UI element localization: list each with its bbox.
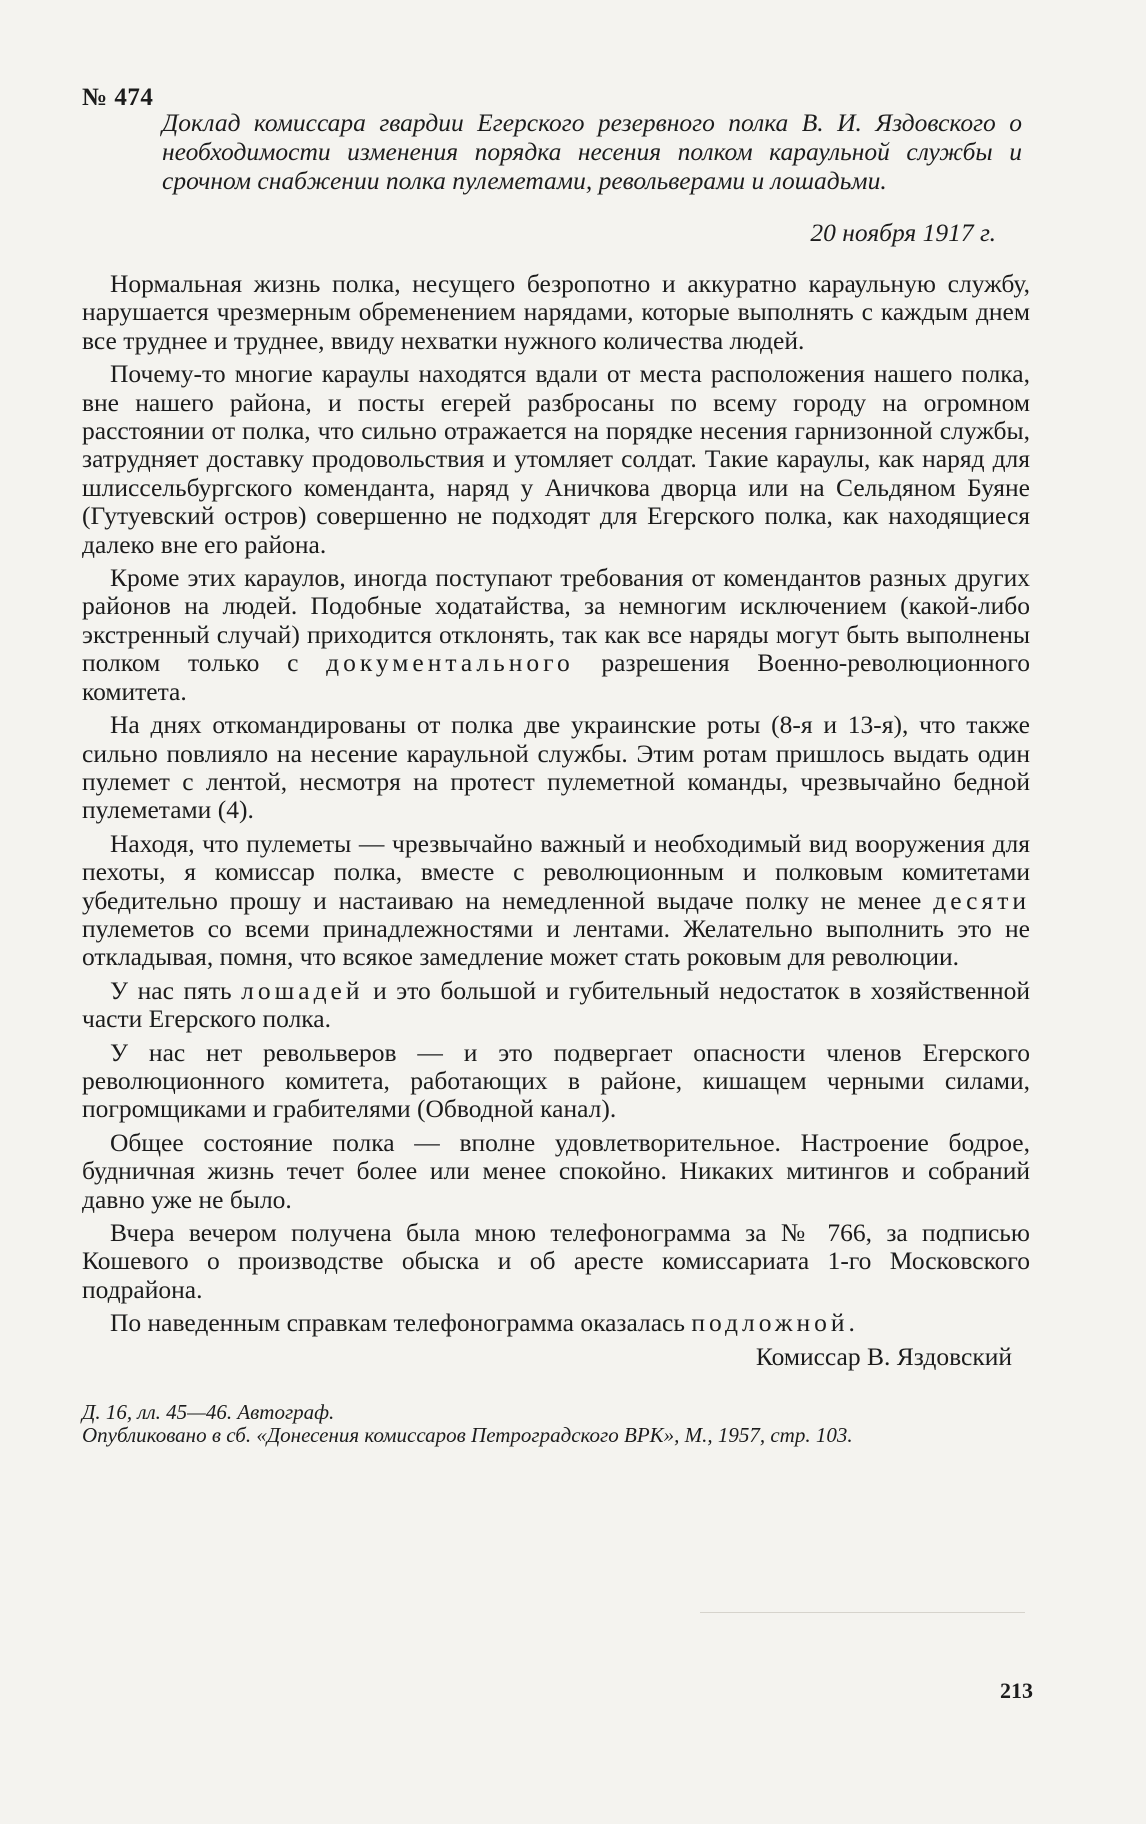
paragraph-6-text-b: и это большой и губительный недостаток в хозяйственной части Егерского полка. <box>82 975 1031 1034</box>
document-number: № 474 <box>82 84 154 111</box>
paragraph-7: У нас нет револьверов — и это подвергает опасности членов Егерского революционного комитета, работающих в районе, кишащем черными силами, погромщиками и грабителями (Обводной канал). <box>82 1037 1030 1124</box>
publication-reference: Опубликовано в сб. «Донесения комиссаров Петроградского ВРК», М., 1957, стр. 103. <box>82 1423 853 1447</box>
paragraph-6 <box>82 977 1030 1034</box>
document-title: Доклад комиссара гвардии Егерского резервного полка В. И. Яздовского о необходимости изменения порядка несения полком караульной службы и срочном снабжении полка пулеметами, револьверами и лошадьми. <box>162 108 1022 195</box>
source-note <box>82 1401 1037 1447</box>
paragraph-10-text-a: По наведенным справкам телефонограмма оказалась <box>110 1308 685 1338</box>
paragraph-5-emphasis: десяти <box>933 885 1031 915</box>
paragraph-10-emphasis: подложной. <box>691 1308 859 1338</box>
paragraph-3-emphasis: документального <box>326 648 574 678</box>
paragraph-3 <box>82 564 1030 706</box>
paragraph-2: Почему-то многие караулы находятся вдали от места расположения нашего полка, вне нашего района, и посты егерей разбросаны по всему городу на огромном расстоянии от полка, что сильно отражается на порядке несения гарнизонной службы, затрудняет доставку продовольствия и утомляет солдат. Такие караулы, как наряд для шлиссельбургского коменданта, наряд у Аничкова дворца или на Сельдяном Буяне (Гутуевский остров) совершенно не подходят для Егерского полка, как находящиеся далеко вне его района. <box>82 359 1030 559</box>
paragraph-5-text-b: пулеметов со всеми принадлежностями и лентами. Желательно выполнить это не откладывая, помня, что всякое замедление может стать роковым для революции. <box>82 913 1030 972</box>
archive-reference: Д. 16, лл. 45—46. Автограф. <box>82 1400 335 1424</box>
paragraph-8: Общее состояние полка — вполне удовлетворительное. Настроение бодрое, будничная жизнь течет более или менее спокойно. Никаких митингов и собраний давно уже не было. <box>82 1127 1030 1214</box>
page-number: 213 <box>1000 1678 1033 1703</box>
signature: Комиссар В. Яздовский <box>755 1341 1012 1371</box>
document-date: 20 ноября 1917 г. <box>810 218 996 247</box>
paragraph-5 <box>82 830 1030 972</box>
paragraph-1: Нормальная жизнь полка, несущего безропотно и аккуратно караульную службу, нарушается чрезмерным обременением нарядами, которые выполнять с каждым днем все труднее и труднее, ввиду нехватки нужного количества людей. <box>82 269 1030 355</box>
paragraph-6-text-a: У нас пять <box>110 975 232 1005</box>
paragraph-6-emphasis: лошадей <box>241 975 364 1005</box>
paragraph-3-text-b: разрешения Военно-революционного комитета. <box>82 648 1031 706</box>
paragraph-4: На днях откомандированы от полка две украинские роты (8-я и 13-я), что также сильно повлияло на несение караульной службы. Этим ротам пришлось выдать один пулемет с лентой, несмотря на протест пулеметной команды, чрезвычайно бедной пулеметами (4). <box>82 710 1030 825</box>
paragraph-3-text-a: Кроме этих караулов, иногда поступают требования от комендантов разных других районов на людей. Подобные ходатайства, за немногим исключением (какой-либо экстренный случай) приходится отклонять, так как все наряды могут быть выполнены полком только с <box>82 563 1030 678</box>
footnote-divider <box>700 1612 1025 1613</box>
paragraph-5-text-a: Находя, что пулеметы — чрезвычайно важный и необходимый вид вооружения для пехоты, я комиссар полка, вместе с революционным и полковым комитетами убедительно прошу и настаиваю на немедленной выдаче полку не менее <box>82 828 1030 915</box>
document-body <box>82 270 1030 1371</box>
paragraph-10 <box>82 1309 1030 1337</box>
paragraph-9: Вчера вечером получена была мною телефонограмма за № 766, за подписью Кошевого о производстве обыска и об аресте комиссариата 1-го Московского подрайона. <box>82 1218 1030 1304</box>
